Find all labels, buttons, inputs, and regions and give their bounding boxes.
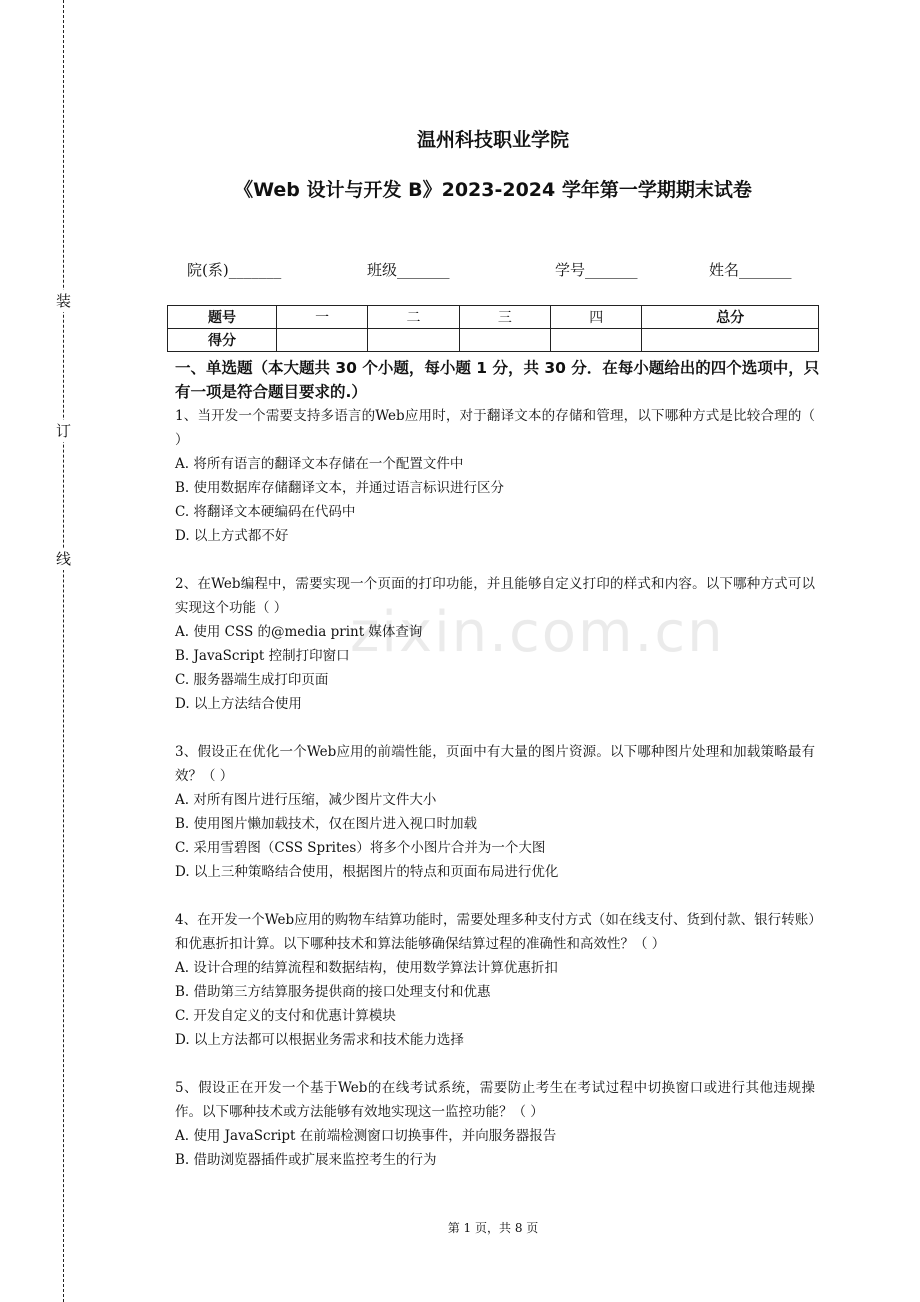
option-d: D. 以上方式都不好 [175,528,289,544]
score-col-4: 四 [551,306,642,329]
score-cell [277,329,368,352]
option-c: C. 采用雪碧图（CSS Sprites）将多个小图片合并为一个大图 [175,840,546,856]
score-table-header-row [168,306,819,329]
class-field: 班级_______ [367,261,450,279]
score-col-1: 一 [277,306,368,329]
score-cell [642,329,819,352]
dept-field: 院(系)_______ [187,261,282,279]
question-stem: 3、假设正在优化一个Web应用的前端性能，页面中有大量的图片资源。以下哪种图片处理和加载策略最有效？（ ） [175,744,815,784]
option-b: B. JavaScript 控制打印窗口 [175,648,350,664]
student-id-field: 学号_______ [555,261,638,279]
option-b: B. 借助第三方结算服务提供商的接口处理支付和优惠 [175,984,491,1000]
option-b: B. 借助浏览器插件或扩展来监控考生的行为 [175,1152,437,1168]
score-col-total: 总分 [642,306,819,329]
section-title: 一、单选题（本大题共 30 个小题，每小题 1 分，共 30 分．在每小题给出的四个选项中，只有一项是符合题目要求的.） [175,359,820,401]
score-cell [368,329,459,352]
option-d: D. 以上方法都可以根据业务需求和技术能力选择 [175,1032,464,1048]
question-stem: 5、假设正在开发一个基于Web的在线考试系统，需要防止考生在考试过程中切换窗口或进行其他违规操作。以下哪种技术或方法能够有效地实现这一监控功能？（ ） [175,1080,815,1120]
exam-title: 《Web 设计与开发 B》2023-2024 学年第一学期期末试卷 [234,179,752,201]
option-d: D. 以上三种策略结合使用，根据图片的特点和页面布局进行优化 [175,864,559,880]
page-footer: 第 1 页，共 8 页 [447,1221,539,1235]
option-c: C. 服务器端生成打印页面 [175,672,329,688]
option-a: A. 设计合理的结算流程和数据结构，使用数学算法计算优惠折扣 [175,960,558,976]
option-b: B. 使用数据库存储翻译文本，并通过语言标识进行区分 [175,480,505,496]
option-a: A. 使用 JavaScript 在前端检测窗口切换事件，并向服务器报告 [175,1128,557,1144]
question-1 [175,404,815,548]
option-c: C. 将翻译文本硬编码在代码中 [175,504,356,520]
option-c: C. 开发自定义的支付和优惠计算模块 [175,1008,396,1024]
watermark: zixin.com.cn [350,600,725,665]
question-stem: 1、当开发一个需要支持多语言的Web应用时，对于翻译文本的存储和管理，以下哪种方式是比较合理的（ ） [175,408,815,448]
score-col-3: 三 [459,306,550,329]
option-a: A. 使用 CSS 的@media print 媒体查询 [175,624,423,640]
margin-char-zhuang: 装 [56,292,72,310]
score-col-2: 二 [368,306,459,329]
score-cell [551,329,642,352]
question-stem: 4、在开发一个Web应用的购物车结算功能时，需要处理多种支付方式（如在线支付、货到付款、银行转账）和优惠折扣计算。以下哪种技术和算法能够确保结算过程的准确性和高效性？（ ） [175,912,815,952]
score-row-label: 得分 [168,329,277,352]
option-a: A. 对所有图片进行压缩，减少图片文件大小 [175,792,437,808]
option-d: D. 以上方法结合使用 [175,696,302,712]
question-5 [175,1076,815,1172]
margin-char-ding: 订 [56,422,72,440]
name-field: 姓名_______ [709,261,792,279]
school-title: 温州科技职业学院 [416,129,569,151]
question-4 [175,908,815,1052]
question-3 [175,740,815,884]
score-header-label: 题号 [168,306,277,329]
score-table [167,305,819,352]
question-stem: 2、在Web编程中，需要实现一个页面的打印功能，并且能够自定义打印的样式和内容。以下哪种方式可以实现这个功能（ ） [175,576,815,616]
score-cell [459,329,550,352]
score-table-score-row [168,329,819,352]
margin-char-xian: 线 [56,550,72,568]
option-a: A. 将所有语言的翻译文本存储在一个配置文件中 [175,456,464,472]
question-list [175,404,815,1196]
option-b: B. 使用图片懒加载技术，仅在图片进入视口时加载 [175,816,478,832]
